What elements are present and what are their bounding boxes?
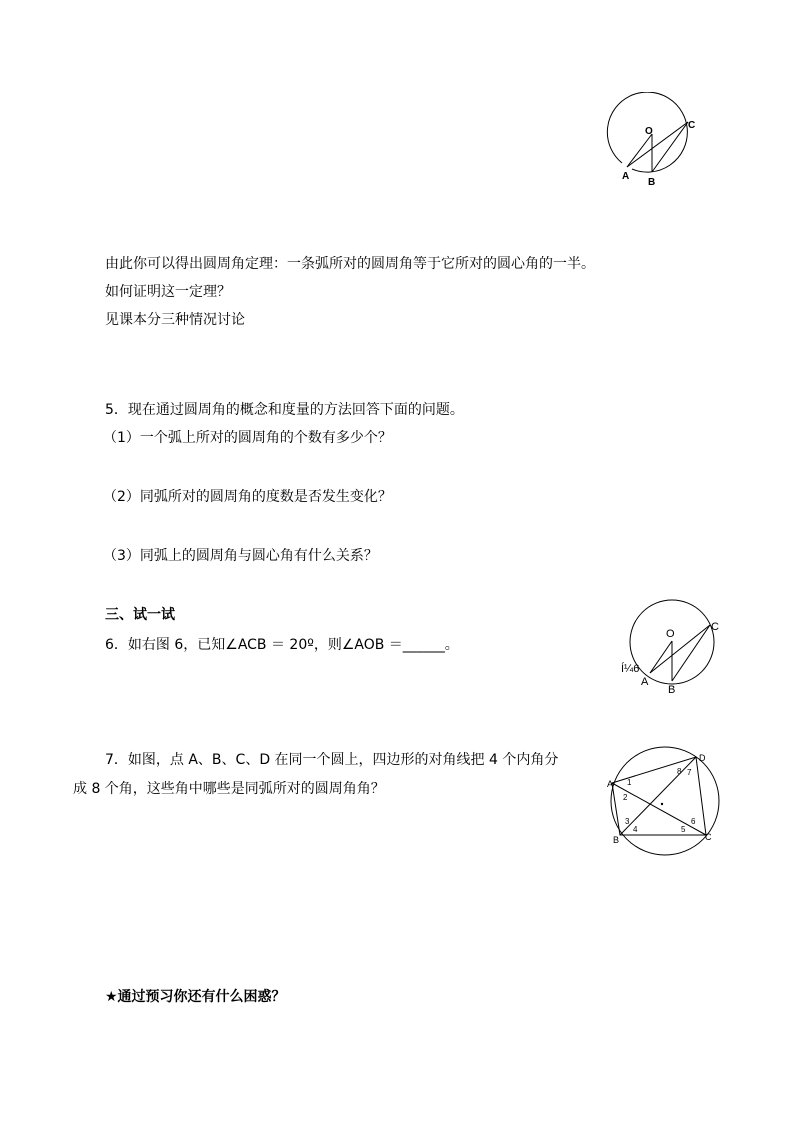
question-6-text: 6．如右图 6，已知∠ACB ＝ 20º，则∠AOB ＝______。 (105, 637, 459, 653)
label-b: B (668, 684, 676, 696)
question-5-sub-1: （1）一个弧上所对的圆周角的个数有多少个？ (103, 430, 392, 446)
label-a: A (641, 676, 649, 688)
question-7-line-2: 成 8 个角，这些角中哪些是同弧所对的圆周角角？ (73, 781, 385, 797)
diagonal-ac (612, 783, 706, 835)
segment-oa (627, 134, 652, 167)
question-5-stem: 5．现在通过圆周角的概念和度量的方法回答下面的问题。 (105, 402, 464, 418)
circle-figure-1 (600, 92, 710, 192)
label-a: A (607, 779, 614, 789)
question-7-line-1: 7．如图，点 A、B、C、D 在同一个圆上，四边形的对角线把 4 个内角分 (105, 752, 559, 768)
cyclic-quadrilateral-figure (605, 745, 725, 860)
angle-label-2: 2 (623, 793, 628, 802)
label-b: B (648, 177, 656, 188)
angle-label-3: 3 (625, 817, 630, 826)
proof-question: 如何证明这一定理？ (105, 284, 231, 300)
label-a: A (622, 171, 630, 182)
angle-label-8: 8 (677, 767, 682, 776)
theorem-text: 由此你可以得出圆周角定理：一条弧所对的圆周角等于它所对的圆心角的一半。 (105, 256, 595, 272)
label-c: C (688, 120, 696, 131)
label-b: B (613, 835, 620, 845)
label-c: C (711, 621, 719, 633)
textbook-note: 见课本分三种情况讨论 (105, 312, 245, 328)
section-title-try: 三、试一试 (105, 607, 175, 623)
label-o: O (666, 628, 675, 640)
segment-ac (627, 122, 688, 167)
angle-label-4: 4 (633, 825, 638, 834)
segment-oa (650, 641, 672, 673)
circle-figure-6 (620, 595, 730, 700)
label-o: O (645, 126, 653, 137)
closing-question: ★通过预习你还有什么困惑？ (105, 989, 286, 1005)
segment-bc (672, 625, 710, 681)
intersection-point (661, 803, 663, 805)
question-5-sub-3: （3）同弧上的圆周角与圆心角有什么关系？ (103, 548, 378, 564)
label-d: D (699, 753, 706, 763)
angle-label-7: 7 (687, 768, 692, 777)
label-c: C (705, 832, 712, 842)
angle-label-1: 1 (627, 778, 632, 787)
angle-label-5: 5 (681, 825, 686, 834)
angle-label-6: 6 (691, 817, 696, 826)
figure-label-artifact: Í¼6 (621, 663, 640, 675)
question-5-sub-2: （2）同弧所对的圆周角的度数是否发生变化？ (103, 489, 392, 505)
segment-ac (650, 625, 710, 673)
